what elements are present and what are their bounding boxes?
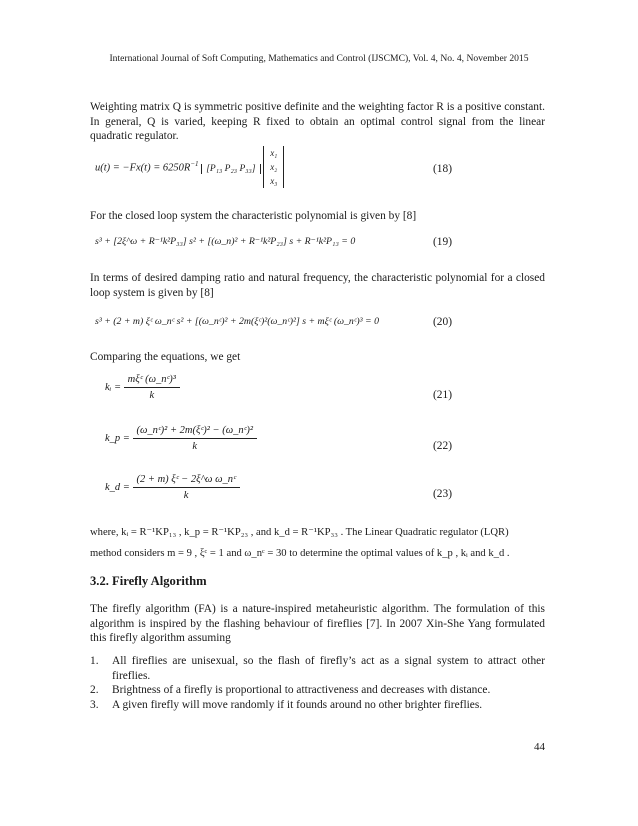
section-title: 3.2. Firefly Algorithm (90, 574, 207, 588)
list-text: Brightness of a firefly is proportional to attractiveness and decreases with distance. (112, 684, 491, 697)
eq18-x2: x₂ (270, 162, 278, 172)
eq22-fraction (133, 425, 258, 452)
list-index: 1. (90, 655, 99, 667)
list-text: A given firefly will move randomly if it founds around no other brighter fireflies. (112, 698, 483, 711)
list-item (90, 698, 545, 713)
assumption-list (90, 654, 545, 712)
paragraph-weighting: Weighting matrix Q is symmetric positive definite and the weighting factor R is a positive constant. In general, Q is varied, keeping R fixed to obtain an optimal control signal from the linear quadratic regulator. (90, 101, 545, 143)
list-item (90, 683, 545, 698)
eq18-lhs: u(t) = −Fx(t) = 6250R (95, 162, 191, 174)
eq22-numerator: (ω_nᶜ)² + 2m(ξᶜ)² − (ω_nᶜ)² (133, 425, 258, 439)
eq21-lhs: kᵢ = (105, 382, 122, 393)
eq18-x3: x₃ (270, 176, 278, 186)
journal-header: International Journal of Soft Computing, Mathematics and Control (IJSCMC), Vol. 4, No. 4, November 2015 (109, 53, 529, 64)
eq22-number: (22) (433, 440, 452, 452)
eq20-body: s³ + (2 + m) ξᶜ ω_nᶜ s² + [(ω_nᶜ)² + 2m(ξᶜ)²(ω_nᶜ)²] s + mξᶜ (ω_nᶜ)³ = 0 (95, 316, 379, 327)
eq22-denominator: k (192, 441, 198, 452)
paragraph-damping: In terms of desired damping ratio and natural frequency, the characteristic polynomial for a closed loop system is given by [8] (90, 272, 545, 299)
paragraph-firefly: The firefly algorithm (FA) is a nature-inspired metaheuristic algorithm. The formulation of this algorithm is inspired by the flashing behaviour of fireflies [7]. In 2007 Xin-She Yang formulated this firefly algorithm assuming (90, 603, 545, 645)
eq23-number: (23) (433, 488, 452, 500)
eq18-sup: −1 (190, 160, 199, 169)
list-index: 3. (90, 698, 99, 711)
list-item (90, 654, 545, 683)
eq23-numerator: (2 + m) ξᶜ − 2ξ^ω ω_nᶜ (133, 474, 240, 488)
eq21-fraction (124, 374, 180, 401)
eq19-body: s³ + [2ξ^ω + R⁻¹k²P₃₃] s² + [(ω_n)² + R⁻¹k²P₂₃] s + R⁻¹k²P₁₃ = 0 (95, 236, 356, 247)
eq20-number: (20) (433, 316, 452, 328)
eq18-x1: x₁ (270, 148, 278, 158)
eq18-row: [P₁₃ P₂₃ P₃₃] (201, 164, 260, 174)
equation-23 (105, 474, 545, 501)
where-line-1: where, kᵢ = R⁻¹KP₁₃ , k_p = R⁻¹KP₂₃ , and k_d = R⁻¹KP₃₃ . The Linear Quadratic regulator (LQR) (90, 527, 509, 538)
equation-22 (105, 425, 545, 452)
list-text: All fireflies are unisexual, so the flash of firefly’s act as a signal system to attract other fireflies. (112, 655, 545, 682)
eq22-lhs: k_p = (105, 433, 130, 444)
list-index: 2. (90, 684, 99, 697)
eq18-number: (18) (433, 163, 452, 175)
equation-21 (105, 374, 545, 401)
where-line-2: method considers m = 9 , ξᶜ = 1 and ω_nᶜ = 30 to determine the optimal values of k_p , kᵢ and k_d . (90, 548, 510, 559)
eq23-denominator: k (183, 490, 189, 501)
eq23-lhs: k_d = (105, 482, 130, 493)
paragraph-where (90, 522, 545, 564)
eq23-fraction (133, 474, 240, 501)
equation-20 (95, 316, 545, 327)
eq21-numerator: mξᶜ (ω_nᶜ)³ (124, 374, 180, 388)
eq21-number: (21) (433, 389, 452, 401)
paragraph-closed-loop: For the closed loop system the characteristic polynomial is given by [8] (90, 210, 417, 222)
equation-19 (95, 236, 545, 247)
equation-18 (95, 146, 545, 188)
page-number: 44 (534, 741, 545, 753)
paragraph-comparing: Comparing the equations, we get (90, 351, 241, 363)
eq18-vector (263, 146, 284, 188)
eq21-denominator: k (149, 390, 155, 401)
eq19-number: (19) (433, 236, 452, 248)
